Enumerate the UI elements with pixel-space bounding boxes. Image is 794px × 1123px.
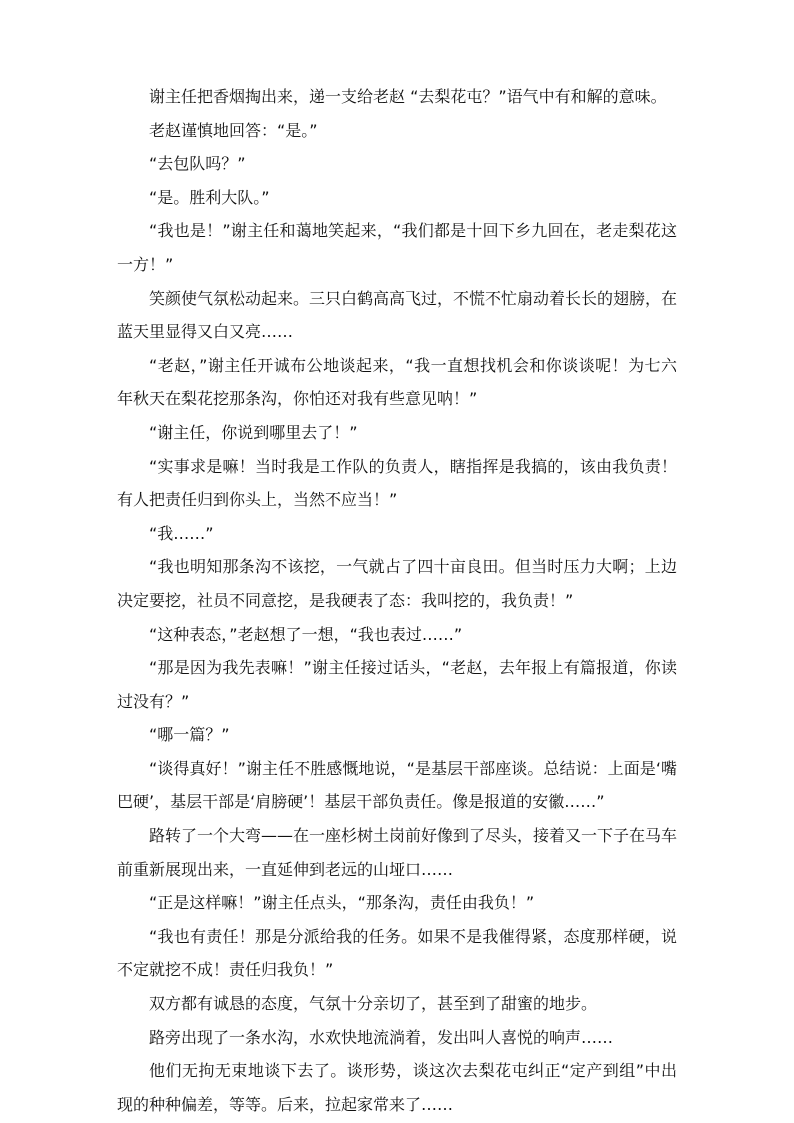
paragraph: “实事求是嘛！当时我是工作队的负责人，瞎指挥是我搞的，该由我负责！有人把责任归到你头上，当然不应当！” <box>117 456 677 510</box>
paragraph: “这种表态，”老赵想了一想，“我也表过……” <box>149 624 463 644</box>
paragraph: “我也有责任！那是分派给我的任务。如果不是我催得紧，态度那样硬，说不定就挖不成！责任归我负！” <box>117 926 677 980</box>
paragraph: “谈得真好！”谢主任不胜感慨地说，“是基层干部座谈。总结说：上面是‘嘴巴硬’，基层干部是‘肩膀硬’！基层干部负责任。像是报道的安徽……” <box>117 758 677 812</box>
paragraph: “我也明知那条沟不该挖，一气就占了四十亩良田。但当时压力大啊；上边决定要挖，社员不同意挖，是我硬表了态：我叫挖的，我负责！” <box>117 557 677 610</box>
paragraph: 路旁出现了一条水沟，水欢快地流淌着，发出叫人喜悦的响声…… <box>149 1027 614 1047</box>
paragraph: 谢主任把香烟掏出来，递一支给老赵 “去梨花屯？”语气中有和解的意味。 <box>149 87 667 106</box>
paragraph: “我……” <box>149 523 214 543</box>
paragraph: 路转了一个大弯——在一座杉树土岗前好像到了尽头，接着又一下子在马车前重新展现出来，一直延伸到老远的山垭口…… <box>117 826 678 879</box>
paragraph: “哪一篇？” <box>149 725 230 745</box>
paragraph: 老赵谨慎地回答：“是。” <box>149 120 318 140</box>
paragraph: “我也是！”谢主任和蔼地笑起来，“我们都是十回下乡九回在，老走梨花这一方！” <box>117 221 677 274</box>
paragraph: “去包队吗？” <box>149 154 246 174</box>
paragraph: “那是因为我先表嘛！”谢主任接过话头，“老赵，去年报上有篇报道，你读过没有？” <box>117 658 677 711</box>
paragraph: 他们无拘无束地谈下去了。谈形势，谈这次去梨花屯纠正“定产到组”中出现的种种偏差，等等。后来，拉起家常来了…… <box>117 1061 677 1114</box>
document-page <box>117 80 677 1121</box>
paragraph: “是。胜利大队。” <box>149 187 270 207</box>
paragraph: 双方都有诚恳的态度，气氛十分亲切了，甚至到了甜蜜的地步。 <box>149 994 598 1014</box>
paragraph: 笑颜使气氛松动起来。三只白鹤高高飞过，不慌不忙扇动着长长的翅膀，在蓝天里显得又白又亮…… <box>117 288 678 342</box>
paragraph: “谢主任，你说到哪里去了！” <box>149 422 358 442</box>
paragraph: “老赵，”谢主任开诚布公地谈起来，“我一直想找机会和你谈谈呢！为七六年秋天在梨花挖那条沟，你怕还对我有些意见呐！” <box>117 355 677 409</box>
paragraph: “正是这样嘛！”谢主任点头，“那条沟，责任由我负！” <box>149 893 535 913</box>
